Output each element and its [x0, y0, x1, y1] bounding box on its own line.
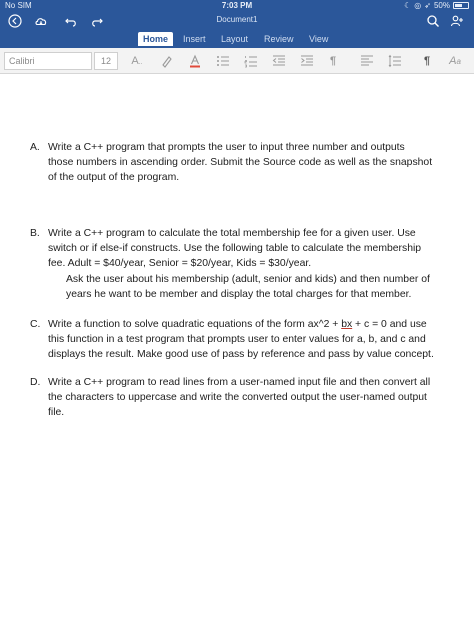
document-title[interactable]: Document1	[216, 15, 258, 24]
question-c	[30, 317, 462, 363]
ribbon-tabs	[0, 32, 474, 46]
change-case-icon: A..	[131, 55, 143, 67]
styles-button[interactable]	[446, 53, 464, 69]
question-text	[48, 226, 462, 272]
share-button[interactable]	[448, 13, 466, 29]
document-toolbar	[0, 11, 474, 31]
text-run: Write a function to solve quadratic equations of the form ax^2 +	[48, 319, 342, 330]
question-d	[30, 375, 462, 421]
question-text	[48, 375, 462, 421]
tab-layout[interactable]: Layout	[221, 34, 249, 44]
spellcheck-word: bx	[341, 319, 353, 330]
change-case-button[interactable]	[128, 53, 146, 69]
line-spacing-button[interactable]	[386, 53, 404, 69]
font-size-field[interactable]: 12	[94, 52, 118, 70]
outdent-icon	[272, 54, 286, 68]
align-button[interactable]	[358, 53, 376, 69]
home-ribbon	[0, 48, 474, 74]
bullets-button[interactable]	[214, 53, 232, 69]
carrier-label: No SIM	[5, 1, 32, 10]
text-line: the characters to uppercase and write the converted output the user-named output	[48, 392, 427, 404]
align-left-icon	[360, 54, 374, 68]
text-line: switch or if else-if constructs. Use the following table to calculate the membership	[48, 243, 422, 255]
decrease-indent-button[interactable]	[270, 53, 288, 69]
location-icon: ➶	[424, 1, 431, 10]
question-text	[48, 317, 462, 363]
text-line: Write a C++ program to calculate the total membership fee for a given user. Use	[48, 228, 416, 239]
add-person-icon	[450, 14, 464, 28]
pilcrow-icon: ¶	[423, 55, 431, 67]
font-name-field[interactable]: Calibri	[4, 52, 92, 70]
text-line: Write a C++ program to read lines from a user-named input file and then convert all	[48, 377, 431, 388]
increase-indent-button[interactable]	[298, 53, 316, 69]
highlight-button[interactable]	[158, 53, 176, 69]
pilcrow-icon: ¶	[329, 55, 337, 67]
question-letter: A.	[30, 142, 40, 153]
text-run: + c = 0 and use	[352, 319, 427, 330]
question-letter: B.	[30, 228, 40, 239]
bullet-list-icon	[216, 54, 230, 68]
indent-icon	[300, 54, 314, 68]
moon-icon: ☾	[404, 1, 412, 10]
tab-insert[interactable]: Insert	[183, 34, 206, 44]
text-line: file.	[48, 407, 65, 419]
tab-home[interactable]: Home	[138, 32, 173, 46]
text-line: displays the result. Make good use of pass by reference and pass by value concept.	[48, 349, 434, 361]
font-color-button[interactable]	[186, 53, 204, 69]
app-header	[0, 0, 474, 48]
styles-icon: Aa	[449, 55, 461, 67]
status-bar	[0, 0, 474, 11]
battery-icon	[453, 2, 469, 9]
question-a	[30, 140, 462, 186]
text-line: of the output of the program.	[48, 172, 180, 184]
text-line: fee. Adult = $40/year, Senior = $20/year, Kids = $30/year.	[48, 258, 312, 270]
text-line: Ask the user about his membership (adult, senior and kids) and then number of	[66, 273, 430, 285]
question-letter: D.	[30, 377, 41, 388]
text-line: years he want to be member and display the total charges for that member.	[66, 288, 412, 300]
tab-review[interactable]: Review	[264, 34, 294, 44]
question-b	[30, 226, 462, 302]
question-letter: C.	[30, 319, 41, 330]
highlighter-icon	[160, 54, 174, 68]
text-line: Write a C++ program that prompts the user to input three number and outputs	[48, 142, 405, 153]
status-right	[404, 0, 469, 11]
search-button[interactable]	[424, 13, 442, 29]
text-line	[48, 317, 462, 332]
text-line: those numbers in ascending order. Submit the Source code as well as the snapshot	[48, 157, 433, 169]
font-color-icon	[188, 54, 202, 68]
document-page[interactable]	[0, 75, 474, 632]
search-icon	[426, 14, 440, 28]
question-subtext	[66, 272, 462, 302]
clock: 7:03 PM	[221, 1, 253, 10]
numbered-list-icon	[244, 54, 258, 68]
line-spacing-icon	[388, 54, 402, 68]
tab-view[interactable]: View	[309, 34, 329, 44]
show-formatting-button[interactable]	[324, 53, 342, 69]
paragraph-mark-button[interactable]	[418, 53, 436, 69]
numbering-button[interactable]	[242, 53, 260, 69]
lock-rotation-icon: ◎	[414, 1, 422, 10]
question-text	[48, 140, 462, 186]
text-line: this function in a test program that prompts user to enter values for a, b, and c and	[48, 334, 426, 346]
battery-percent: 50%	[433, 1, 450, 10]
